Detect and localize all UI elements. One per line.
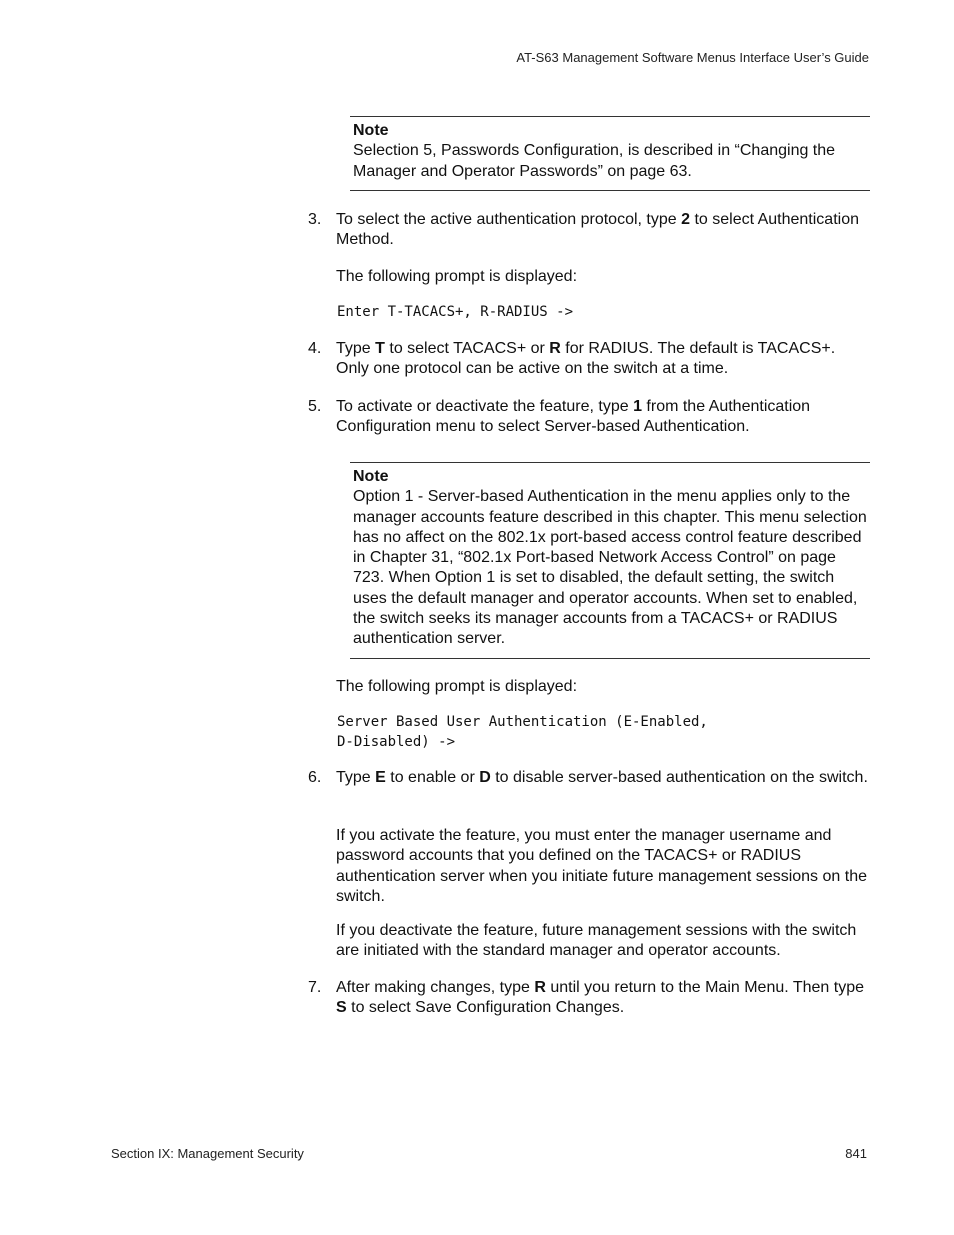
paragraph-activate: If you activate the feature, you must enter the manager username and password accounts that you defined on the TACACS+ or RADIUS authentication server when you initiate future management sessions on the switch. [336, 827, 867, 905]
step-number: 6. [308, 769, 322, 786]
key-1: 1 [633, 398, 642, 415]
note-title: Note [353, 468, 389, 485]
note-text: Selection 5, Passwords Configuration, is described in “Changing the Manager and Operator Passwords” on page 63. [353, 142, 836, 180]
key-t: T [375, 340, 385, 357]
key-s: S [336, 999, 347, 1017]
footer-section: Section IX: Management Security [111, 1146, 304, 1161]
step-number: 3. [308, 211, 322, 228]
step-text: Type T to select TACACS+ or R for RADIUS. The default is TACACS+. Only one protocol can be active on the switch at a time. [336, 340, 836, 378]
step-5 [308, 397, 870, 438]
prompt-label-2: The following prompt is displayed: [336, 678, 578, 695]
note-box-option1 [350, 462, 870, 659]
step-4 [308, 339, 870, 380]
footer-page-number: 841 [845, 1146, 867, 1161]
key-2: 2 [681, 211, 690, 228]
step-3 [308, 210, 870, 251]
step-6 [308, 768, 870, 788]
paragraph-deactivate: If you deactivate the feature, future management sessions with the switch are initiated with the standard manager and operator accounts. [336, 922, 857, 960]
key-e: E [375, 769, 386, 786]
step-text: To activate or deactivate the feature, type 1 from the Authentication Configuration menu to select Server-based Authentication. [336, 398, 811, 436]
step-number: 7. [308, 979, 322, 996]
note-text: Option 1 - Server-based Authentication in the menu applies only to the manager accounts feature described in this chapter. This menu selection has no affect on the 802.1x port-based access control feature described in Chapter 31, “802.1x Port-based Network Access Control” on page 723. When Option 1 is set to disabled, the default setting, the switch uses the default manager and operator accounts. When set to enabled, the switch seeks its manager accounts from a TACACS+ or RADIUS authentication server. [353, 488, 867, 648]
step-number: 5. [308, 398, 322, 415]
running-header: AT-S63 Management Software Menus Interface User’s Guide [516, 50, 869, 65]
key-d: D [479, 769, 491, 786]
key-r: R [534, 979, 546, 996]
code-prompt-server-auth: Server Based User Authentication (E-Enabled, D-Disabled) -> [337, 714, 708, 750]
step-text: After making changes, type R until you return to the Main Menu. Then type S to select Save Configuration Changes. [336, 979, 864, 1017]
step-text: Type E to enable or D to disable server-based authentication on the switch. [336, 769, 868, 786]
step-7 [308, 978, 870, 1019]
note-title: Note [353, 122, 389, 139]
code-prompt-protocol: Enter T-TACACS+, R-RADIUS -> [337, 304, 574, 320]
step-number: 4. [308, 340, 322, 357]
key-r: R [549, 340, 561, 357]
step-text: To select the active authentication protocol, type 2 to select Authentication Method. [336, 211, 859, 249]
note-box-passwords [350, 116, 870, 191]
prompt-label-1: The following prompt is displayed: [336, 268, 578, 285]
